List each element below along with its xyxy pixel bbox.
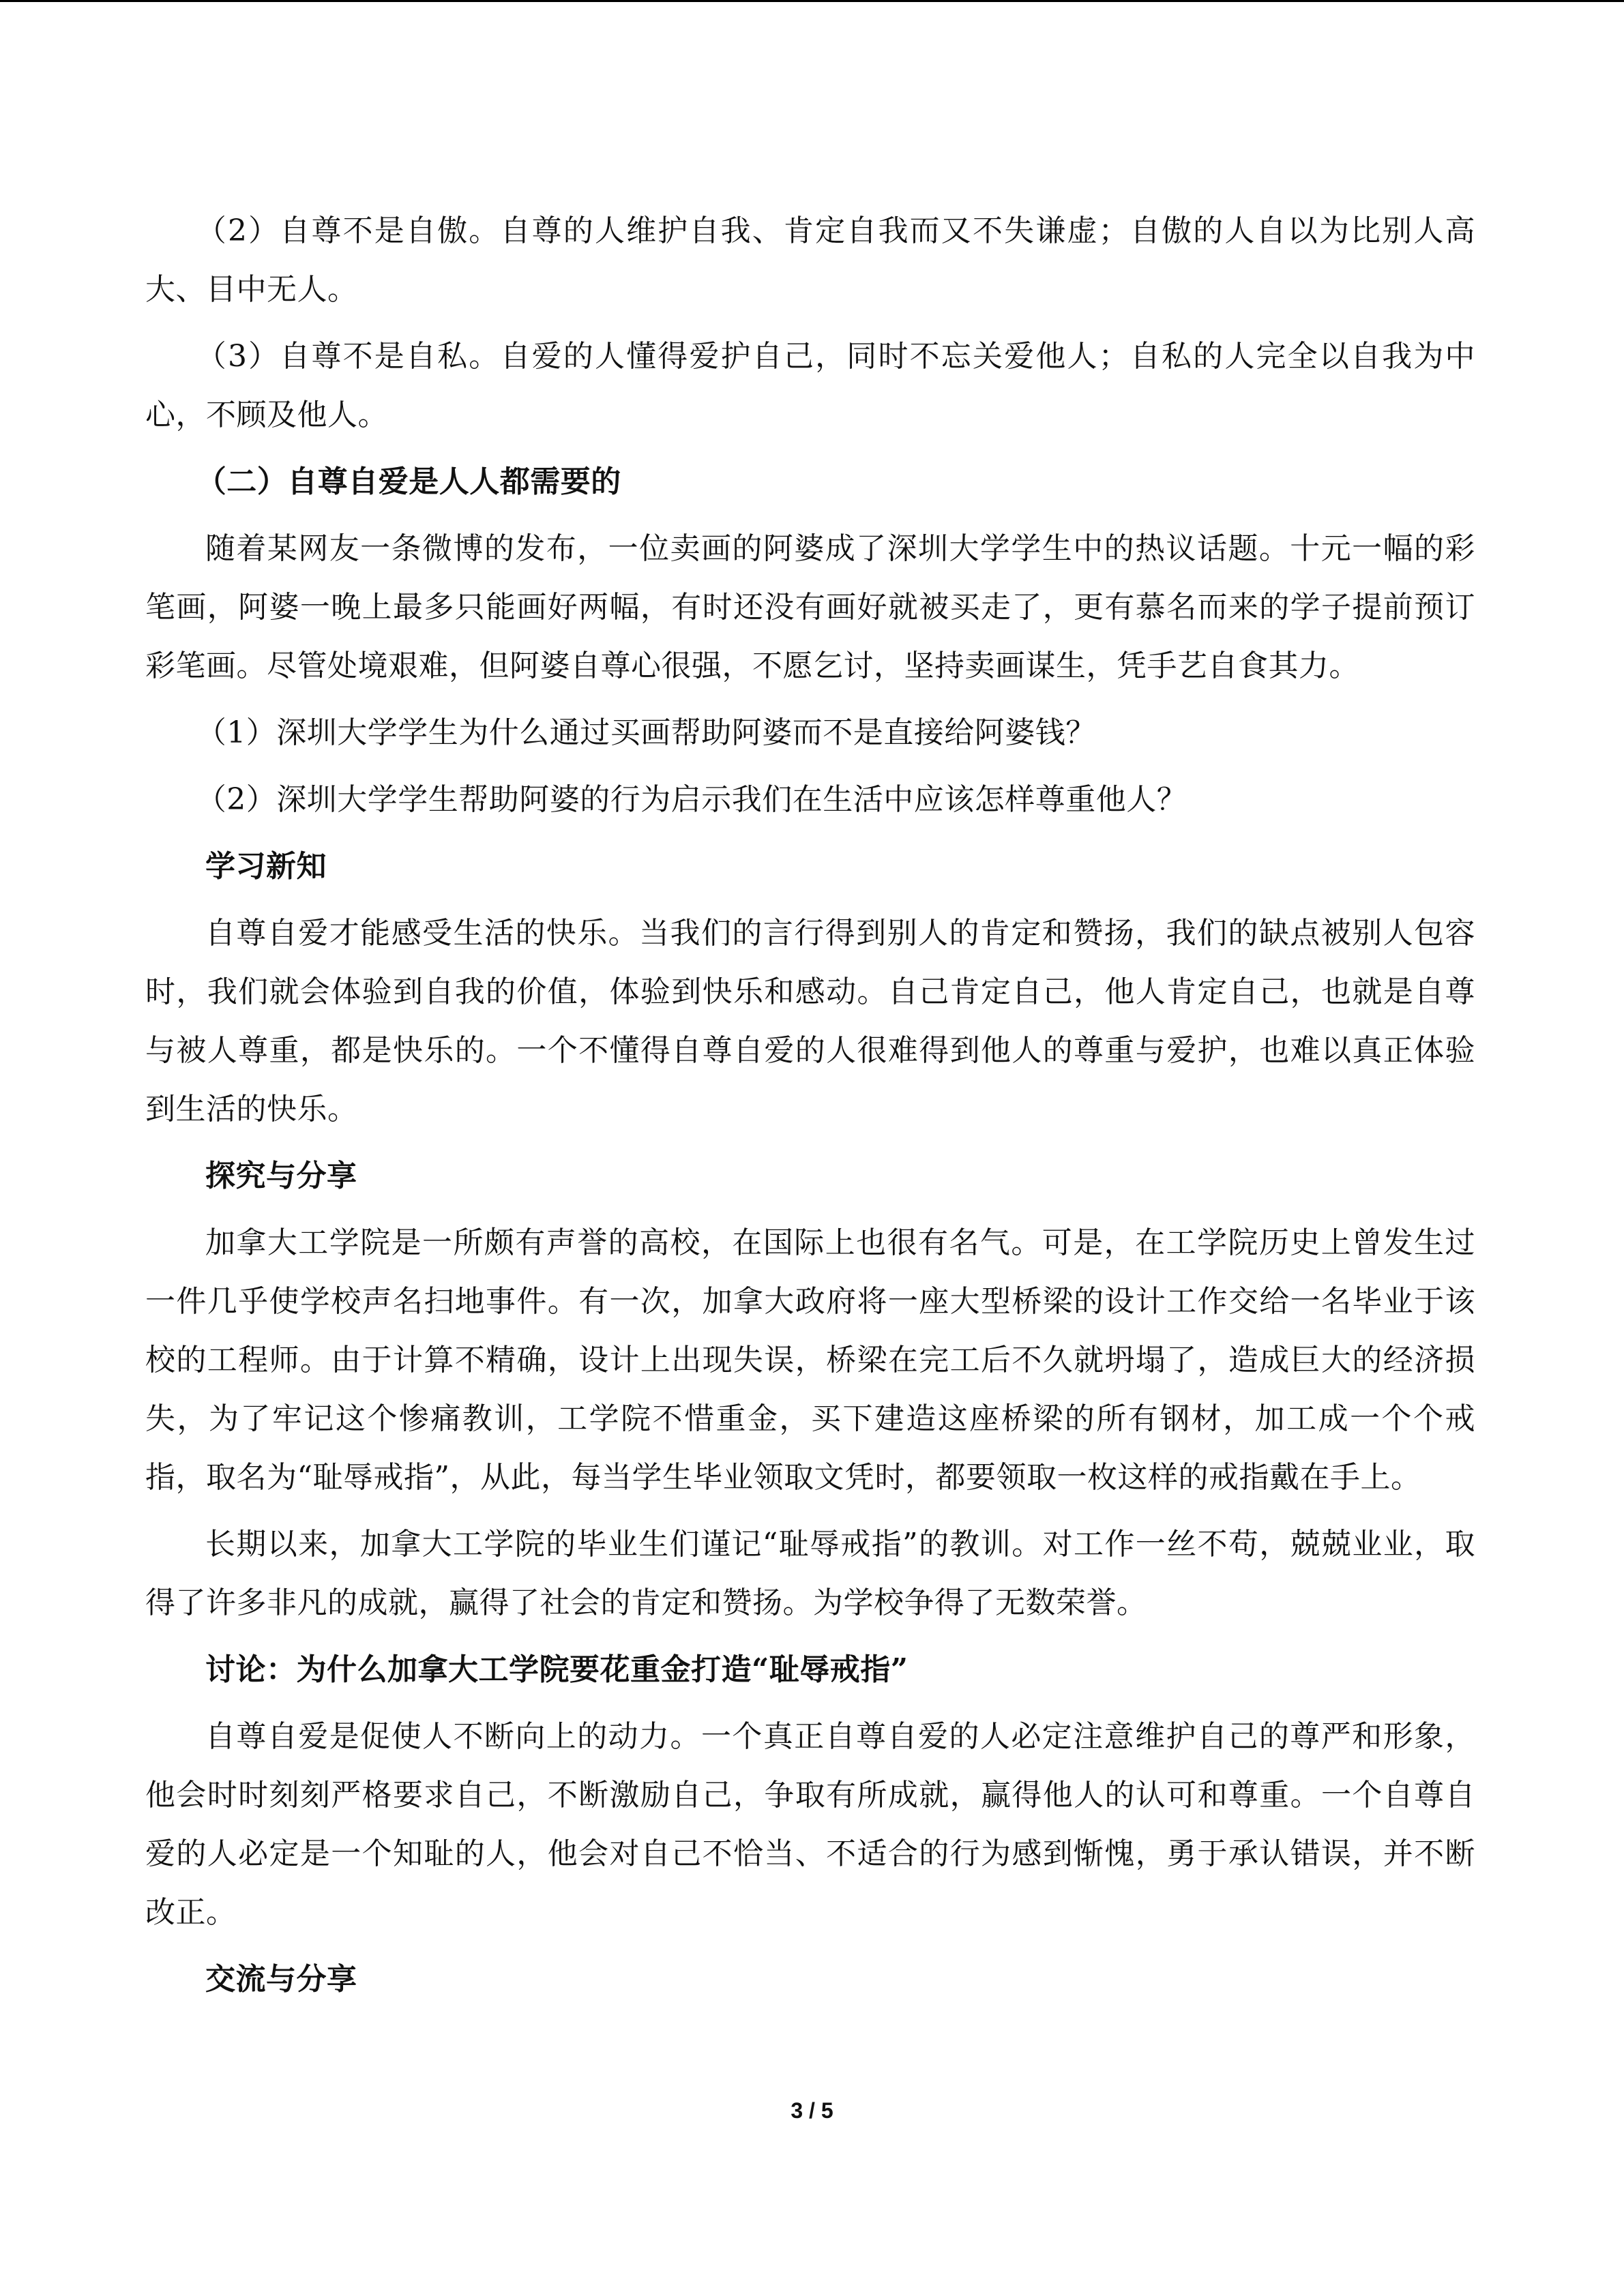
question-2: （2）深圳大学学生帮助阿婆的行为启示我们在生活中应该怎样尊重他人？ xyxy=(196,782,1187,817)
section-heading-self-respect-needed: （二）自尊自爱是人人都需要的 xyxy=(196,464,621,499)
paragraph-painting-grandma-story: 随着某网友一条微博的发布，一位卖画的阿婆成了深圳大学学生中的热议话题。十元一幅的彩笔画，阿婆一晚上最多只能画好两幅，有时还没有画好就被买走了，更有慕名而来的学子提前预订彩笔画。尽管处境艰难，但阿婆自尊心很强，不愿乞讨，坚持卖画谋生，凭手艺自食其力。 xyxy=(145,531,1475,683)
page-number: 3 / 5 xyxy=(791,2098,833,2123)
document-body xyxy=(145,202,1475,2017)
paragraph-happiness-of-self-respect: 自尊自爱才能感受生活的快乐。当我们的言行得到别人的肯定和赞扬，我们的缺点被别人包容时，我们就会体验到自我的价值，体验到快乐和感动。自己肯定自己，他人肯定自己，也就是自尊与被人尊重，都是快乐的。一个不懂得自尊自爱的人很难得到他人的尊重与爱护，也难以真正体验到生活的快乐。 xyxy=(145,916,1475,1127)
heading-explore-share: 探究与分享 xyxy=(205,1159,357,1193)
paragraph-motivation: 自尊自爱是促使人不断向上的动力。一个真正自尊自爱的人必定注意维护自己的尊严和形象，他会时时刻刻严格要求自己，不断激励自己，争取有所成就，赢得他人的认可和尊重。一个自尊自爱的人必定是一个知耻的人，他会对自己不恰当、不适合的行为感到惭愧，勇于承认错误，并不断改正。 xyxy=(145,1719,1475,1930)
paragraph-graduates-lesson: 长期以来，加拿大工学院的毕业生们谨记“耻辱戒指”的教训。对工作一丝不苟，兢兢业业，取得了许多非凡的成就，赢得了社会的肯定和赞扬。为学校争得了无数荣誉。 xyxy=(145,1527,1475,1620)
paragraph-pride-not-arrogance: （2）自尊不是自傲。自尊的人维护自我、肯定自我而又不失谦虚；自傲的人自以为比别人高大、目中无人。 xyxy=(145,213,1475,307)
question-1: （1）深圳大学学生为什么通过买画帮助阿婆而不是直接给阿婆钱？ xyxy=(196,715,1096,750)
paragraph-pride-not-selfish: （3）自尊不是自私。自爱的人懂得爱护自己，同时不忘关爱他人；自私的人完全以自我为中心，不顾及他人。 xyxy=(145,339,1475,432)
top-border-line xyxy=(0,0,1624,2)
paragraph-iron-ring-story: 加拿大工学院是一所颇有声誉的高校，在国际上也很有名气。可是，在工学院历史上曾发生过一件几乎使学校声名扫地事件。有一次，加拿大政府将一座大型桥梁的设计工作交给一名毕业于该校的工程师。由于计算不精确，设计上出现失误，桥梁在完工后不久就坍塌了，造成巨大的经济损失，为了牢记这个惨痛教训，工学院不惜重金，买下建造这座桥梁的所有钢材，加工成一个个戒指，取名为“耻辱戒指”，从此，每当学生毕业领取文凭时，都要领取一枚这样的戒指戴在手上。 xyxy=(145,1225,1475,1495)
heading-communicate-share: 交流与分享 xyxy=(205,1962,357,1997)
heading-discussion: 讨论：为什么加拿大工学院要花重金打造“耻辱戒指” xyxy=(205,1652,909,1687)
heading-learn-new: 学习新知 xyxy=(205,849,327,884)
